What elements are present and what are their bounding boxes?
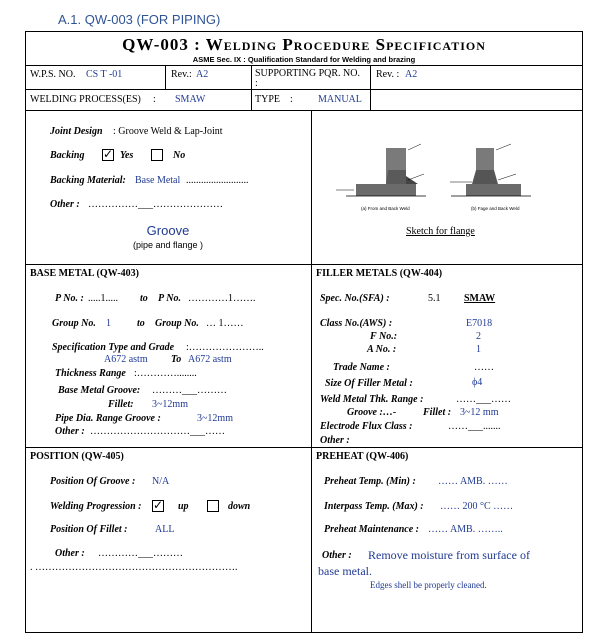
thickness-dots: :…………........ [134,368,197,379]
wps-no-value: CS T -01 [86,69,123,80]
maint-label: Preheat Maintenance : [324,524,419,535]
ano-label: A No. : [367,344,397,355]
backing-material-label: Backing Material: [50,175,126,186]
joints-other-label: Other : [50,199,80,210]
filler-title: FILLER METALS (QW-404) [316,268,443,279]
interpass-label: Interpass Temp. (Max) : [324,501,424,512]
joint-design-label: Joint Design [50,126,103,137]
p-no-value: .....1..... [88,293,118,304]
position-groove-value: N/A [152,476,170,487]
position-other-label: Other : [55,548,85,559]
group-no-value: 1 [106,318,111,329]
position-fillet-value: ALL [155,524,175,535]
group-no2-value: … 1…… [206,318,244,329]
group-no2-label: Group No. [155,318,199,329]
progression-down-checkbox[interactable] [207,500,219,512]
sketch-label-right: (b) Fage and Back Weld [471,206,520,211]
joint-design-value: : Groove Weld & Lap-Joint [113,126,223,137]
flux-dots: ……___....... [448,421,501,432]
progression-up-checkbox[interactable] [152,500,164,512]
flux-label: Electrode Flux Class : [320,421,413,432]
preheat-other-value: Remove moisture from surface of [368,548,530,562]
thk-dots: ……___…… [456,394,511,405]
interpass-value: …… 200 °C …… [440,501,514,512]
preheat-other-value2: base metal. [318,564,372,578]
progression-label: Welding Progression : [50,501,142,512]
base-groove-label: Base Metal Groove: [58,385,141,396]
position-extra-dots: . ……………………………………………………. [30,562,238,573]
sketch-caption: Sketch for flange [406,226,475,237]
backing-label: Backing [50,150,85,161]
form-title: QW-003 : Welding Procedure Specification [122,35,486,54]
joints-other-dots: ……………___………………… [88,199,223,210]
base-metal-title: BASE METAL (QW-403) [30,268,139,279]
filler-spec-process: SMAW [464,293,496,304]
flange-sketch [326,140,536,215]
preheat-min-label: Preheat Temp. (Min) : [324,476,416,487]
rev-value: A2 [196,69,209,80]
form-subtitle: ASME Sec. IX : Qualification Standard for Welding and brazing [192,55,416,64]
base-other-dots: …………………………___…… [90,426,225,437]
backing-yes-checkbox[interactable] [102,149,114,161]
trade-label: Trade Name : [333,362,390,373]
wps-no-label: W.P.S. NO. [30,69,76,80]
trade-dots: …… [474,362,494,373]
base-other-label: Other : [55,426,85,437]
filler-fillet-label: Fillet : [423,407,452,418]
thickness-label: Thickness Range [55,368,126,379]
fno-label: F No.: [370,331,398,342]
base-groove-dots: ………___……… [152,385,227,396]
type-value: MANUAL [318,94,362,105]
class-label: Class No.(AWS) : [320,318,393,329]
type-label: TYPE [255,94,280,105]
progression-down-label: down [228,501,251,512]
spec-from-value: A672 astm [104,354,148,365]
ano-value: 1 [476,344,481,355]
spec-dots: :………………….. [186,342,264,353]
preheat-min-value: …… AMB. …… [438,476,508,487]
process-label: WELDING PROCESS(ES) [30,94,141,105]
backing-yes-label: Yes [120,150,134,161]
page-heading: A.1. QW-003 (FOR PIPING) [58,12,221,27]
pqr-label: SUPPORTING PQR. NO. [255,68,360,79]
p-no2-label: P No. [158,293,181,304]
backing-material-dots: ......................... [186,175,249,186]
pipe-dia-value: 3~12mm [197,413,233,424]
fno-value: 2 [476,331,481,342]
p-no2-value: …………1……. [188,293,256,304]
filler-other-label: Other : [320,435,350,446]
filler-fillet-value: 3~12 mm [460,407,499,418]
process-value: SMAW [175,94,206,105]
maint-value: …… AMB. …….. [428,524,503,535]
group-no-label: Group No. [52,318,96,329]
filler-spec-label: Spec. No.(SFA) : [320,293,390,304]
preheat-other-label: Other : [322,550,352,561]
fillet-value: 3~12mm [152,399,188,410]
filler-spec-value: 5.1 [428,293,441,304]
progression-up-label: up [178,501,189,512]
type-colon: : [290,94,293,105]
preheat-other-value3: Edges shell be properly cleaned. [370,580,487,590]
backing-no-checkbox[interactable] [151,149,163,161]
size-value: ϕ4 [472,377,483,388]
position-groove-label: Position Of Groove : [50,476,136,487]
position-title: POSITION (QW-405) [30,451,124,462]
pqr-colon: : [255,78,258,89]
size-label: Size Of Filler Metal : [325,378,413,389]
position-other-dots: …………___……… [98,548,183,559]
spec-to-value: A672 astm [188,354,232,365]
to-2: to [137,318,145,329]
thk-label: Weld Metal Thk. Range : [320,394,424,405]
groove-subtitle: (pipe and flange ) [132,240,204,250]
groove-title: Groove [146,223,190,238]
p-no-label: P No. : [55,293,84,304]
backing-material-value: Base Metal [135,175,181,186]
to-3: To [171,354,182,365]
sketch-label-left: (a) From and Back Weld [361,206,410,211]
fillet-label: Fillet: [108,399,134,410]
class-value: E7018 [466,318,493,329]
wps-form [25,31,583,633]
rev2-label: Rev. : [376,69,400,80]
rev-label: Rev.: [171,69,192,80]
backing-no-label: No [173,150,186,161]
rev2-value: A2 [405,69,418,80]
spec-label: Specification Type and Grade [52,342,175,353]
preheat-title: PREHEAT (QW-406) [316,451,409,462]
process-colon: : [153,94,156,105]
to-1: to [140,293,148,304]
filler-groove-label: Groove :…- [347,407,397,418]
position-fillet-label: Position Of Fillet : [50,524,128,535]
pipe-dia-label: Pipe Dia. Range Groove : [55,413,161,424]
